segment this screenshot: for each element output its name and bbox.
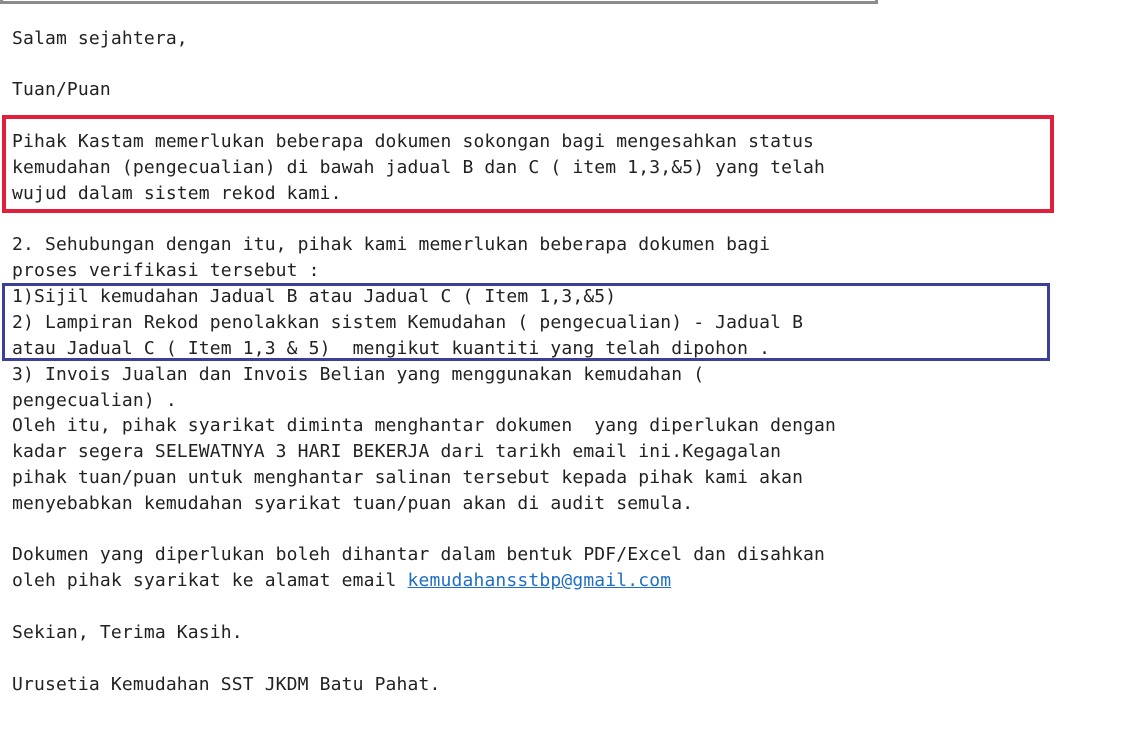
para1-line1: Pihak Kastam memerlukan beberapa dokumen sokongan bagi mengesahkan status <box>12 131 815 152</box>
para2-line1: 2. Sehubungan dengan itu, pihak kami memerlukan beberapa dokumen bagi <box>12 234 771 255</box>
list-item-2-cont: atau Jadual C ( Item 1,3 & 5) mengikut kuantiti yang telah dipohon . <box>12 338 771 359</box>
para1-line3: wujud dalam sistem rekod kami. <box>12 183 342 204</box>
signature: Urusetia Kemudahan SST JKDM Batu Pahat. <box>12 674 441 695</box>
para4-line1: Dokumen yang diperlukan boleh dihantar dalam bentuk PDF/Excel dan disahkan <box>12 544 826 565</box>
list-item-3: 3) Invois Jualan dan Invois Belian yang menggunakan kemudahan ( <box>12 364 705 385</box>
email-address-link[interactable]: kemudahansstbp@gmail.com <box>407 570 672 591</box>
para4-line2 <box>12 568 671 594</box>
closing: Sekian, Terima Kasih. <box>12 622 243 643</box>
list-item-2: 2) Lampiran Rekod penolakkan sistem Kemudahan ( pengecualian) - Jadual B <box>12 312 804 333</box>
para3-line4: menyebabkan kemudahan syarikat tuan/puan akan di audit semula. <box>12 493 694 514</box>
top-frame-edge <box>0 0 878 4</box>
para2-line2: proses verifikasi tersebut : <box>12 260 320 281</box>
para4-line2-text: oleh pihak syarikat ke alamat email <box>12 570 408 591</box>
salutation: Tuan/Puan <box>12 79 111 100</box>
para3-line1: Oleh itu, pihak syarikat diminta menghantar dokumen yang diperlukan dengan <box>12 415 837 436</box>
para3-line2: kadar segera SELEWATNYA 3 HARI BEKERJA dari tarikh email ini.Kegagalan <box>12 441 782 462</box>
greeting: Salam sejahtera, <box>12 28 188 49</box>
para3-line3: pihak tuan/puan untuk menghantar salinan tersebut kepada pihak kami akan <box>12 467 804 488</box>
para1-line2: kemudahan (pengecualian) di bawah jadual B dan C ( item 1,3,&5) yang telah <box>12 157 826 178</box>
list-item-3-cont: pengecualian) . <box>12 390 177 411</box>
list-item-1: 1)Sijil kemudahan Jadual B atau Jadual C ( Item 1,3,&5) <box>12 286 617 307</box>
